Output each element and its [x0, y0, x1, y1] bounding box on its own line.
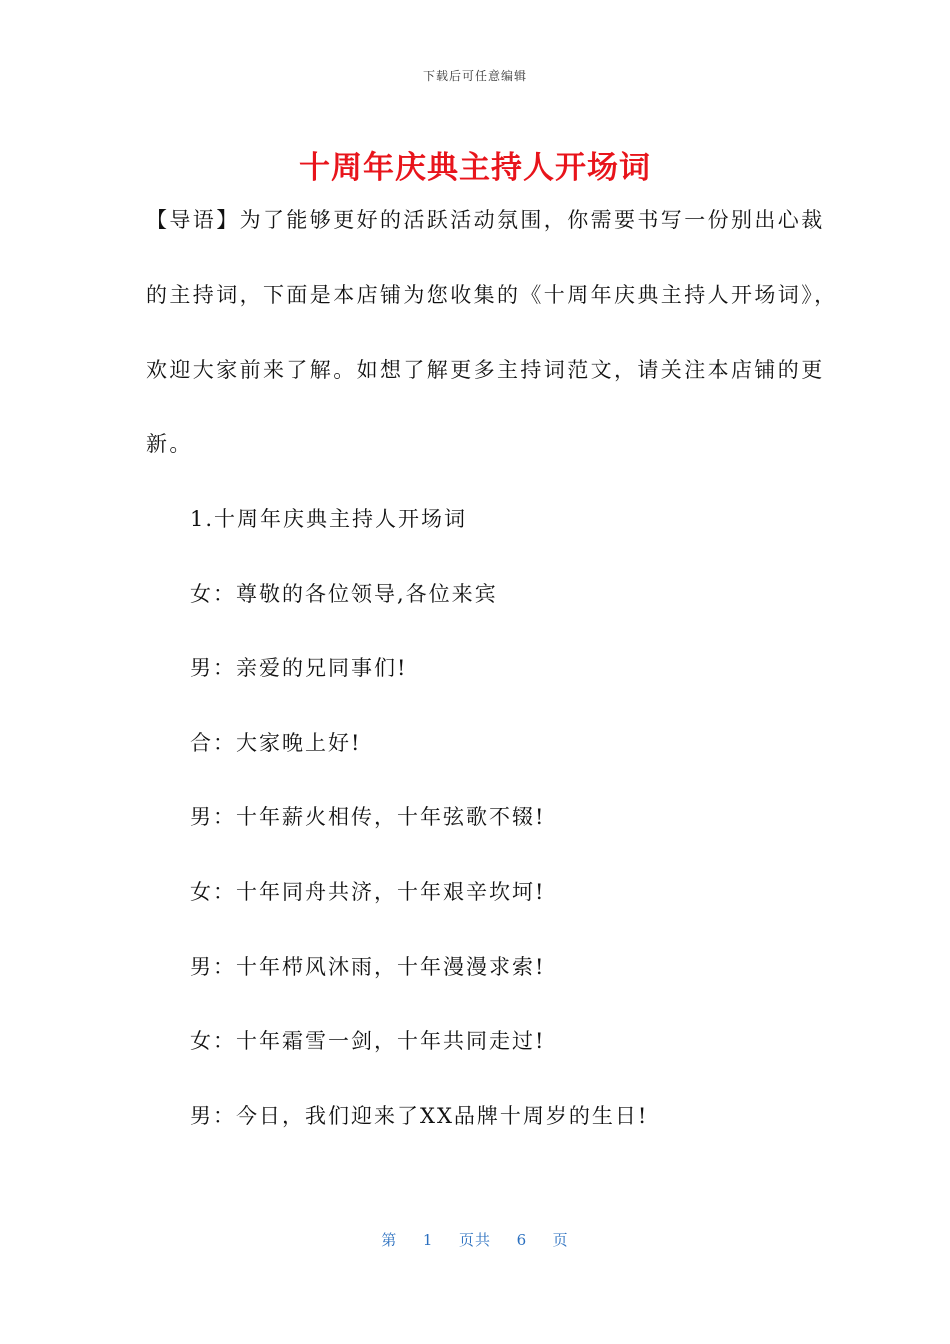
script-line: 男：十年薪火相传，十年弦歌不辍!: [190, 805, 546, 829]
script-line: 女：十年同舟共济，十年艰辛坎坷!: [190, 880, 546, 904]
script-line: 男：亲爱的兄同事们!: [190, 656, 408, 680]
document-title: 十周年庆典主持人开场词: [299, 150, 651, 186]
page-footer: [0, 1229, 950, 1250]
script-line: 合：大家晚上好!: [190, 731, 362, 755]
section-heading: 1.十周年庆典主持人开场词: [190, 507, 468, 531]
intro-line-1: 【导语】为了能够更好的活跃活动氛围，你需要书写一份别出心裁: [146, 208, 825, 232]
header-note: 下载后可任意编辑: [422, 69, 527, 83]
footer-total-pages: 6: [516, 1231, 528, 1249]
intro-line-2: 的主持词，下面是本店铺为您收集的《十周年庆典主持人开场词》，: [146, 283, 838, 307]
intro-line-4: 新。: [146, 432, 193, 456]
script-line: 女：十年霜雪一剑，十年共同走过!: [190, 1029, 546, 1053]
footer-total-label: 页共: [458, 1231, 491, 1249]
script-line: 男：十年栉风沐雨，十年漫漫求索!: [190, 955, 546, 979]
script-line: 男：今日，我们迎来了XX品牌十周岁的生日!: [190, 1104, 649, 1128]
intro-line-3: 欢迎大家前来了解。如想了解更多主持词范文，请关注本店铺的更: [146, 358, 825, 382]
footer-page-suffix: 页: [552, 1231, 569, 1249]
script-line: 女：尊敬的各位领导,各位来宾: [190, 582, 498, 606]
footer-current-page: 1: [422, 1231, 434, 1249]
footer-page-label: 第: [381, 1231, 398, 1249]
